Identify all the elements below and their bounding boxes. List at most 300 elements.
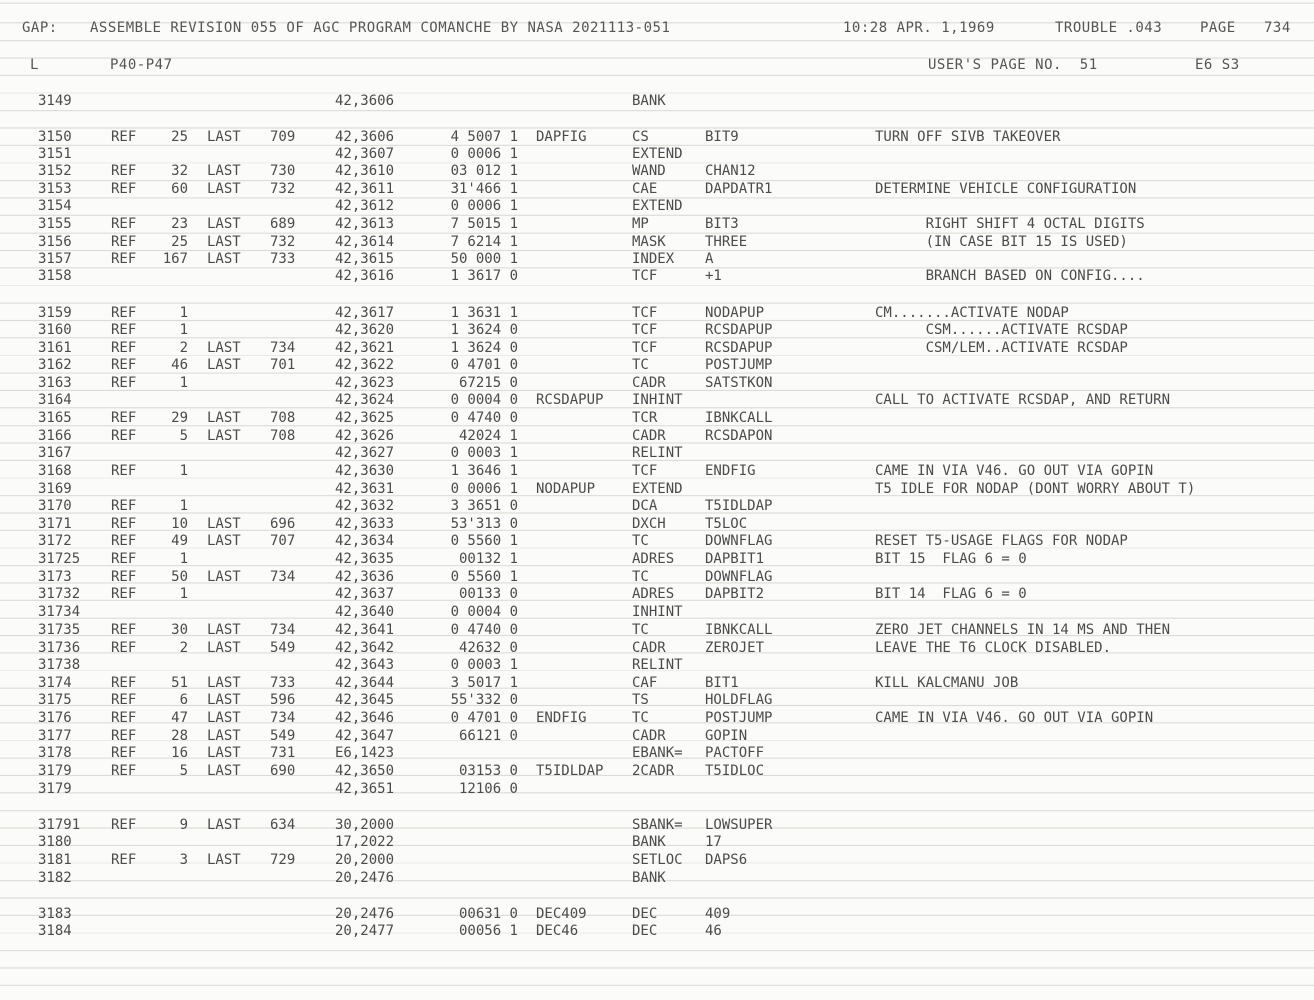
- ref-count: 2: [179, 340, 188, 356]
- last-page: 730: [270, 163, 296, 179]
- last-page: 549: [270, 640, 296, 656]
- octal-word: 0 4701 0: [450, 710, 518, 726]
- octal-word: 66121 0: [458, 728, 518, 744]
- opcode: EXTEND: [632, 481, 683, 497]
- ref-marker: REF: [111, 692, 137, 708]
- listing-row: [0, 781, 1314, 799]
- address: 42,3632: [335, 498, 395, 514]
- listing-row: [0, 906, 1314, 924]
- octal-word: 1 3617 0: [450, 268, 518, 284]
- line-number: 3183: [38, 906, 72, 922]
- last-page: 708: [270, 428, 296, 444]
- operand: DAPS6: [705, 852, 748, 868]
- address: 30,2000: [335, 817, 395, 833]
- listing-row: [0, 216, 1314, 234]
- ref-marker: REF: [111, 533, 137, 549]
- listing-row: [0, 675, 1314, 693]
- ref-marker: REF: [111, 305, 137, 321]
- subheader-users-page: USER'S PAGE NO. 51: [928, 57, 1098, 73]
- address: 42,3611: [335, 181, 395, 197]
- line-number: 31735: [38, 622, 81, 638]
- ref-count: 10: [171, 516, 188, 532]
- listing-header: [0, 20, 1314, 38]
- operand: DAPBIT1: [705, 551, 765, 567]
- opcode: TCF: [632, 463, 658, 479]
- last-page: 689: [270, 216, 296, 232]
- ref-marker: REF: [111, 551, 137, 567]
- operand: IBNKCALL: [705, 622, 773, 638]
- header-program: ASSEMBLE REVISION 055 OF AGC PROGRAM COMANCHE BY NASA 2021113-051: [90, 20, 671, 36]
- opcode: CS: [632, 129, 649, 145]
- operand: RCSDAPON: [705, 428, 773, 444]
- ref-marker: REF: [111, 234, 137, 250]
- line-number: 3162: [38, 357, 72, 373]
- symbol-label: DEC46: [536, 923, 579, 939]
- listing-row: [0, 533, 1314, 551]
- ref-marker: REF: [111, 216, 137, 232]
- last-page: 549: [270, 728, 296, 744]
- ref-marker: REF: [111, 586, 137, 602]
- listing-row: [0, 410, 1314, 428]
- octal-word: 03153 0: [458, 763, 518, 779]
- opcode: WAND: [632, 163, 666, 179]
- comment: CSM/LEM..ACTIVATE RCSDAP: [875, 340, 1128, 356]
- comment: CAME IN VIA V46. GO OUT VIA GOPIN: [875, 463, 1154, 479]
- address: 42,3635: [335, 551, 395, 567]
- octal-word: 0 0004 0: [450, 604, 518, 620]
- listing-row: [0, 622, 1314, 640]
- comment: BIT 14 FLAG 6 = 0: [875, 586, 1027, 602]
- operand: 17: [705, 834, 722, 850]
- last-page: 707: [270, 533, 296, 549]
- ref-count: 30: [171, 622, 188, 638]
- line-number: 3166: [38, 428, 72, 444]
- operand: RCSDAPUP: [705, 340, 773, 356]
- address: 42,3613: [335, 216, 395, 232]
- last-page: 690: [270, 763, 296, 779]
- last-page: 708: [270, 410, 296, 426]
- line-number: 3167: [38, 445, 72, 461]
- opcode: INHINT: [632, 392, 683, 408]
- opcode: TCF: [632, 322, 658, 338]
- octal-word: 1 3646 1: [450, 463, 518, 479]
- line-number: 31734: [38, 604, 81, 620]
- address: 42,3617: [335, 305, 395, 321]
- address: 42,3651: [335, 781, 395, 797]
- listing-subheader: [0, 57, 1314, 75]
- ref-count: 1: [179, 498, 188, 514]
- opcode: TCR: [632, 410, 658, 426]
- opcode: EBANK=: [632, 745, 683, 761]
- opcode: MP: [632, 216, 649, 232]
- address: 42,3612: [335, 198, 395, 214]
- address: 20,2000: [335, 852, 395, 868]
- listing-row: [0, 392, 1314, 410]
- ref-count: 167: [162, 251, 188, 267]
- subheader-section: P40-P47: [110, 57, 173, 73]
- address: 42,3616: [335, 268, 395, 284]
- operand: ZEROJET: [705, 640, 765, 656]
- octal-word: 1 3631 1: [450, 305, 518, 321]
- line-number: 3170: [38, 498, 72, 514]
- header-trouble: TROUBLE .043: [1055, 20, 1163, 36]
- opcode: BANK: [632, 870, 666, 886]
- operand: GOPIN: [705, 728, 748, 744]
- opcode: CAE: [632, 181, 658, 197]
- line-number: 3169: [38, 481, 72, 497]
- line-number: 3158: [38, 268, 72, 284]
- opcode: DEC: [632, 923, 658, 939]
- address: 42,3643: [335, 657, 395, 673]
- opcode: TC: [632, 710, 649, 726]
- operand: RCSDAPUP: [705, 322, 773, 338]
- address: 42,3615: [335, 251, 395, 267]
- listing-row: [0, 710, 1314, 728]
- ref-count: 28: [171, 728, 188, 744]
- line-number: 3184: [38, 923, 72, 939]
- listing-row: [0, 870, 1314, 888]
- ref-count: 1: [179, 551, 188, 567]
- operand: T5LOC: [705, 516, 748, 532]
- address: 17,2022: [335, 834, 395, 850]
- address: 42,3624: [335, 392, 395, 408]
- comment: RESET T5-USAGE FLAGS FOR NODAP: [875, 533, 1128, 549]
- address: 42,3631: [335, 481, 395, 497]
- address: 42,3620: [335, 322, 395, 338]
- last-marker: LAST: [207, 516, 241, 532]
- last-page: 701: [270, 357, 296, 373]
- ref-marker: REF: [111, 410, 137, 426]
- listing-row: [0, 268, 1314, 286]
- comment: RIGHT SHIFT 4 OCTAL DIGITS: [875, 216, 1145, 232]
- ref-count: 47: [171, 710, 188, 726]
- last-page: 732: [270, 181, 296, 197]
- listing-row: [0, 640, 1314, 658]
- line-number: 3174: [38, 675, 72, 691]
- address: 20,2476: [335, 870, 395, 886]
- ref-marker: REF: [111, 852, 137, 868]
- octal-word: 0 0006 1: [450, 146, 518, 162]
- listing-row: [0, 129, 1314, 147]
- listing-row: [0, 817, 1314, 835]
- line-number: 3178: [38, 745, 72, 761]
- opcode: RELINT: [632, 445, 683, 461]
- opcode: BANK: [632, 93, 666, 109]
- opcode: SETLOC: [632, 852, 683, 868]
- ref-count: 1: [179, 322, 188, 338]
- operand: DAPDATR1: [705, 181, 773, 197]
- ref-marker: REF: [111, 728, 137, 744]
- operand: IBNKCALL: [705, 410, 773, 426]
- address: 42,3637: [335, 586, 395, 602]
- last-marker: LAST: [207, 675, 241, 691]
- operand: DAPBIT2: [705, 586, 765, 602]
- ref-count: 23: [171, 216, 188, 232]
- opcode: ADRES: [632, 586, 675, 602]
- opcode: DEC: [632, 906, 658, 922]
- listing-row: [0, 569, 1314, 587]
- symbol-label: NODAPUP: [536, 481, 596, 497]
- comment: BIT 15 FLAG 6 = 0: [875, 551, 1027, 567]
- octal-word: 00631 0: [458, 906, 518, 922]
- line-number: 3182: [38, 870, 72, 886]
- listing-row: [0, 340, 1314, 358]
- ref-marker: REF: [111, 251, 137, 267]
- operand: +1: [705, 268, 722, 284]
- ref-marker: REF: [111, 463, 137, 479]
- address: 42,3642: [335, 640, 395, 656]
- octal-word: 0 0004 0: [450, 392, 518, 408]
- ref-marker: REF: [111, 622, 137, 638]
- operand: LOWSUPER: [705, 817, 773, 833]
- comment: LEAVE THE T6 CLOCK DISABLED.: [875, 640, 1112, 656]
- address: 42,3645: [335, 692, 395, 708]
- address: 42,3622: [335, 357, 395, 373]
- address: 42,3606: [335, 129, 395, 145]
- ref-count: 5: [179, 428, 188, 444]
- header-page-number: 734: [1264, 20, 1291, 36]
- octal-word: 7 5015 1: [450, 216, 518, 232]
- opcode: RELINT: [632, 657, 683, 673]
- line-number: 3165: [38, 410, 72, 426]
- listing-row: [0, 305, 1314, 323]
- operand: BIT3: [705, 216, 739, 232]
- line-number: 3168: [38, 463, 72, 479]
- line-number: 3179: [38, 763, 72, 779]
- operand: T5IDLOC: [705, 763, 765, 779]
- operand: 46: [705, 923, 722, 939]
- opcode: TCF: [632, 340, 658, 356]
- comment: CAME IN VIA V46. GO OUT VIA GOPIN: [875, 710, 1154, 726]
- operand: BIT1: [705, 675, 739, 691]
- opcode: CADR: [632, 375, 666, 391]
- line-number: 3161: [38, 340, 72, 356]
- line-number: 31738: [38, 657, 81, 673]
- listing-row: [0, 181, 1314, 199]
- address: 42,3646: [335, 710, 395, 726]
- listing-row: [0, 498, 1314, 516]
- last-page: 733: [270, 675, 296, 691]
- ref-marker: REF: [111, 163, 137, 179]
- line-number: 3159: [38, 305, 72, 321]
- last-page: 732: [270, 234, 296, 250]
- opcode: TC: [632, 622, 649, 638]
- last-page: 596: [270, 692, 296, 708]
- ref-marker: REF: [111, 340, 137, 356]
- header-page-label: PAGE: [1200, 20, 1236, 36]
- octal-word: 0 5560 1: [450, 569, 518, 585]
- last-marker: LAST: [207, 692, 241, 708]
- octal-word: 0 0003 1: [450, 445, 518, 461]
- opcode: 2CADR: [632, 763, 675, 779]
- comment: DETERMINE VEHICLE CONFIGURATION: [875, 181, 1137, 197]
- ref-marker: REF: [111, 357, 137, 373]
- listing-row: [0, 445, 1314, 463]
- listing-row: [0, 198, 1314, 216]
- ref-count: 51: [171, 675, 188, 691]
- address: 42,3641: [335, 622, 395, 638]
- comment: BRANCH BASED ON CONFIG....: [875, 268, 1145, 284]
- address: 42,3621: [335, 340, 395, 356]
- line-number: 3153: [38, 181, 72, 197]
- listing-row: [0, 852, 1314, 870]
- octal-word: 31'466 1: [450, 181, 518, 197]
- listing-row: [0, 763, 1314, 781]
- octal-word: 0 0003 1: [450, 657, 518, 673]
- ref-count: 46: [171, 357, 188, 373]
- listing-row: [0, 428, 1314, 446]
- line-number: 3164: [38, 392, 72, 408]
- opcode: DCA: [632, 498, 658, 514]
- operand: HOLDFLAG: [705, 692, 773, 708]
- address: 42,3623: [335, 375, 395, 391]
- listing-row: [0, 322, 1314, 340]
- operand: ENDFIG: [705, 463, 756, 479]
- ref-count: 1: [179, 305, 188, 321]
- operand: NODAPUP: [705, 305, 765, 321]
- address: 42,3634: [335, 533, 395, 549]
- line-number: 3157: [38, 251, 72, 267]
- last-marker: LAST: [207, 533, 241, 549]
- opcode: ADRES: [632, 551, 675, 567]
- header-gap: GAP:: [22, 20, 58, 36]
- operand: DOWNFLAG: [705, 533, 773, 549]
- address: 42,3640: [335, 604, 395, 620]
- operand: POSTJUMP: [705, 357, 773, 373]
- comment: TURN OFF SIVB TAKEOVER: [875, 129, 1061, 145]
- octal-word: 0 0006 1: [450, 481, 518, 497]
- ref-count: 3: [179, 852, 188, 868]
- listing-row: [0, 923, 1314, 941]
- octal-word: 00133 0: [458, 586, 518, 602]
- last-marker: LAST: [207, 640, 241, 656]
- line-number: 3176: [38, 710, 72, 726]
- last-marker: LAST: [207, 181, 241, 197]
- comment: CALL TO ACTIVATE RCSDAP, AND RETURN: [875, 392, 1171, 408]
- ref-marker: REF: [111, 498, 137, 514]
- opcode: TC: [632, 569, 649, 585]
- last-page: 734: [270, 569, 296, 585]
- address: 42,3633: [335, 516, 395, 532]
- line-number: 3163: [38, 375, 72, 391]
- octal-word: 42024 1: [458, 428, 518, 444]
- opcode: CADR: [632, 728, 666, 744]
- opcode: SBANK=: [632, 817, 683, 833]
- octal-word: 42632 0: [458, 640, 518, 656]
- last-page: 731: [270, 745, 296, 761]
- line-number: 3149: [38, 93, 72, 109]
- opcode: MASK: [632, 234, 666, 250]
- address: 42,3636: [335, 569, 395, 585]
- listing-row: [0, 481, 1314, 499]
- ref-marker: REF: [111, 516, 137, 532]
- address: 42,3606: [335, 93, 395, 109]
- last-marker: LAST: [207, 622, 241, 638]
- line-number: 3179: [38, 781, 72, 797]
- octal-word: 7 6214 1: [450, 234, 518, 250]
- comment: ZERO JET CHANNELS IN 14 MS AND THEN: [875, 622, 1171, 638]
- address: 42,3626: [335, 428, 395, 444]
- octal-word: 67215 0: [458, 375, 518, 391]
- ref-marker: REF: [111, 322, 137, 338]
- opcode: TC: [632, 357, 649, 373]
- last-marker: LAST: [207, 763, 241, 779]
- line-number: 3175: [38, 692, 72, 708]
- line-number: 3154: [38, 198, 72, 214]
- line-number: 3172: [38, 533, 72, 549]
- octal-word: 0 4740 0: [450, 622, 518, 638]
- listing-row: [0, 234, 1314, 252]
- opcode: CAF: [632, 675, 658, 691]
- line-number: 31791: [38, 817, 81, 833]
- line-number: 3171: [38, 516, 72, 532]
- ref-marker: REF: [111, 640, 137, 656]
- opcode: INDEX: [632, 251, 675, 267]
- octal-word: 50 000 1: [450, 251, 518, 267]
- opcode: CADR: [632, 428, 666, 444]
- address: 42,3610: [335, 163, 395, 179]
- octal-word: 3 5017 1: [450, 675, 518, 691]
- address: E6,1423: [335, 745, 395, 761]
- listing-row: [0, 551, 1314, 569]
- octal-word: 3 3651 0: [450, 498, 518, 514]
- symbol-label: DEC409: [536, 906, 587, 922]
- last-page: 709: [270, 129, 296, 145]
- octal-word: 12106 0: [458, 781, 518, 797]
- opcode: BANK: [632, 834, 666, 850]
- listing-row: [0, 146, 1314, 164]
- operand: T5IDLDAP: [705, 498, 773, 514]
- ref-count: 32: [171, 163, 188, 179]
- last-marker: LAST: [207, 710, 241, 726]
- last-page: 734: [270, 710, 296, 726]
- operand: THREE: [705, 234, 748, 250]
- line-number: 3151: [38, 146, 72, 162]
- octal-word: 1 3624 0: [450, 322, 518, 338]
- opcode: TCF: [632, 268, 658, 284]
- last-marker: LAST: [207, 728, 241, 744]
- line-number: 3156: [38, 234, 72, 250]
- last-marker: LAST: [207, 357, 241, 373]
- listing-row: [0, 163, 1314, 181]
- octal-word: 0 4701 0: [450, 357, 518, 373]
- operand: CHAN12: [705, 163, 756, 179]
- ref-marker: REF: [111, 745, 137, 761]
- symbol-label: ENDFIG: [536, 710, 587, 726]
- last-marker: LAST: [207, 251, 241, 267]
- last-marker: LAST: [207, 745, 241, 761]
- ref-marker: REF: [111, 428, 137, 444]
- opcode: TC: [632, 533, 649, 549]
- ref-count: 25: [171, 234, 188, 250]
- line-number: 3173: [38, 569, 72, 585]
- operand: SATSTKON: [705, 375, 773, 391]
- ref-count: 29: [171, 410, 188, 426]
- ref-marker: REF: [111, 675, 137, 691]
- last-page: 733: [270, 251, 296, 267]
- listing-row: [0, 692, 1314, 710]
- opcode: DXCH: [632, 516, 666, 532]
- comment: KILL KALCMANU JOB: [875, 675, 1019, 691]
- listing-row: [0, 834, 1314, 852]
- last-marker: LAST: [207, 129, 241, 145]
- octal-word: 0 5560 1: [450, 533, 518, 549]
- operand: POSTJUMP: [705, 710, 773, 726]
- last-marker: LAST: [207, 163, 241, 179]
- listing-row: [0, 93, 1314, 111]
- line-number: 3181: [38, 852, 72, 868]
- line-number: 3152: [38, 163, 72, 179]
